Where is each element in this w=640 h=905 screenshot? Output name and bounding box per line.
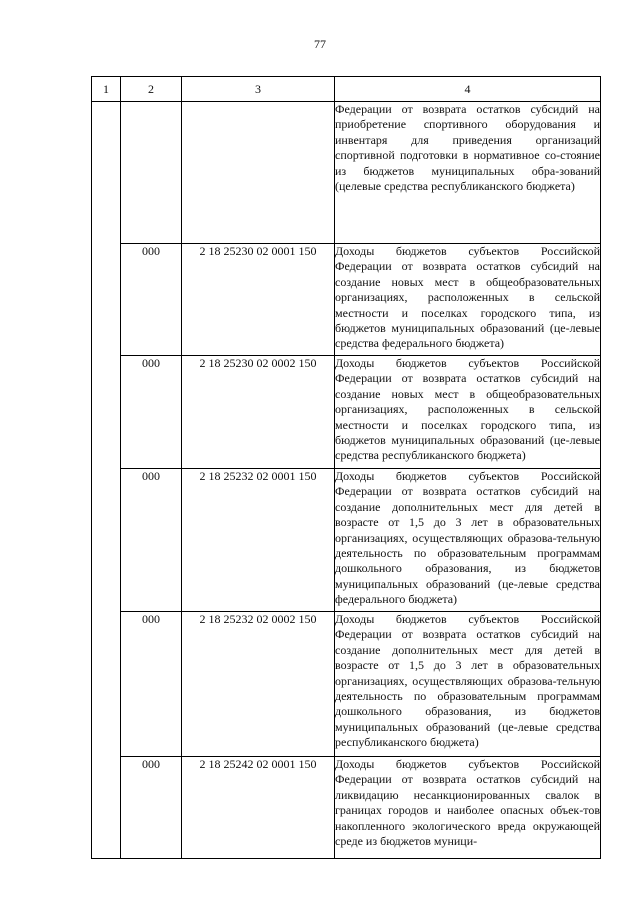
table-header-row: [92, 77, 601, 102]
admin-code-cell: 000: [121, 469, 182, 612]
admin-code-cell: [121, 102, 182, 244]
budget-code-cell: 2 18 25232 02 0001 150: [182, 469, 335, 612]
admin-code-cell: 000: [121, 757, 182, 859]
table-row: [92, 244, 601, 356]
description-cell: Доходы бюджетов субъектов Российской Федерации от возврата остатков субсидий на создание новых мест в общеобразовательных организациях, расположенных в сельской местности и поселках городского типа, из бюджетов муниципальных образований (це-левые средства республиканского бюджета): [335, 356, 601, 469]
table-row: [92, 612, 601, 757]
header-col-1: 1: [92, 77, 121, 102]
description-cell: Доходы бюджетов субъектов Российской Федерации от возврата остатков субсидий на создание дополнительных мест для детей в возрасте от 1,5 до 3 лет в образовательных организациях, осуществляющих образова-тельную деятельность по образовательным программам дошкольного образования, из бюджетов муниципальных образований (це-левые средства республиканского бюджета): [335, 612, 601, 757]
budget-code-cell: 2 18 25230 02 0001 150: [182, 244, 335, 356]
budget-code-cell: 2 18 25232 02 0002 150: [182, 612, 335, 757]
budget-code-cell: [182, 102, 335, 244]
header-col-3: 3: [182, 77, 335, 102]
budget-code-cell: 2 18 25242 02 0001 150: [182, 757, 335, 859]
page-number: 77: [314, 37, 326, 51]
table-row: [92, 102, 601, 244]
description-cell: Доходы бюджетов субъектов Российской Федерации от возврата остатков субсидий на создание новых мест в общеобразовательных организациях, расположенных в сельской местности и поселках городского типа, из бюджетов муниципальных образований (це-левые средства федерального бюджета): [335, 244, 601, 356]
admin-code-cell: 000: [121, 356, 182, 469]
table-row: [92, 356, 601, 469]
admin-code-cell: 000: [121, 244, 182, 356]
table-row: [92, 469, 601, 612]
admin-code-cell: 000: [121, 612, 182, 757]
header-col-2: 2: [121, 77, 182, 102]
description-cell: Доходы бюджетов субъектов Российской Федерации от возврата остатков субсидий на создание дополнительных мест для детей в возрасте от 1,5 до 3 лет в образовательных организациях, осуществляющих образова-тельную деятельность по образовательным программам дошкольного образования, из бюджетов муниципальных образований (це-левые средства федерального бюджета): [335, 469, 601, 612]
description-cell: Федерации от возврата остатков субсидий на приобретение спортивного оборудования и инвентаря для приведения организаций спортивной подготовки в нормативное со-стояние из бюджетов муниципальных обра-зований (целевые средства республиканского бюджета): [335, 102, 601, 244]
description-cell: Доходы бюджетов субъектов Российской Федерации от возврата остатков субсидий на ликвидацию несанкционированных свалок в границах городов и наиболее опасных объек-тов накопленного экологического вреда окружающей среде из бюджетов муници-: [335, 757, 601, 859]
classification-table: [91, 76, 601, 859]
budget-code-cell: 2 18 25230 02 0002 150: [182, 356, 335, 469]
header-col-4: 4: [335, 77, 601, 102]
column-1-merged-cell: [92, 102, 121, 859]
table-row: [92, 757, 601, 859]
